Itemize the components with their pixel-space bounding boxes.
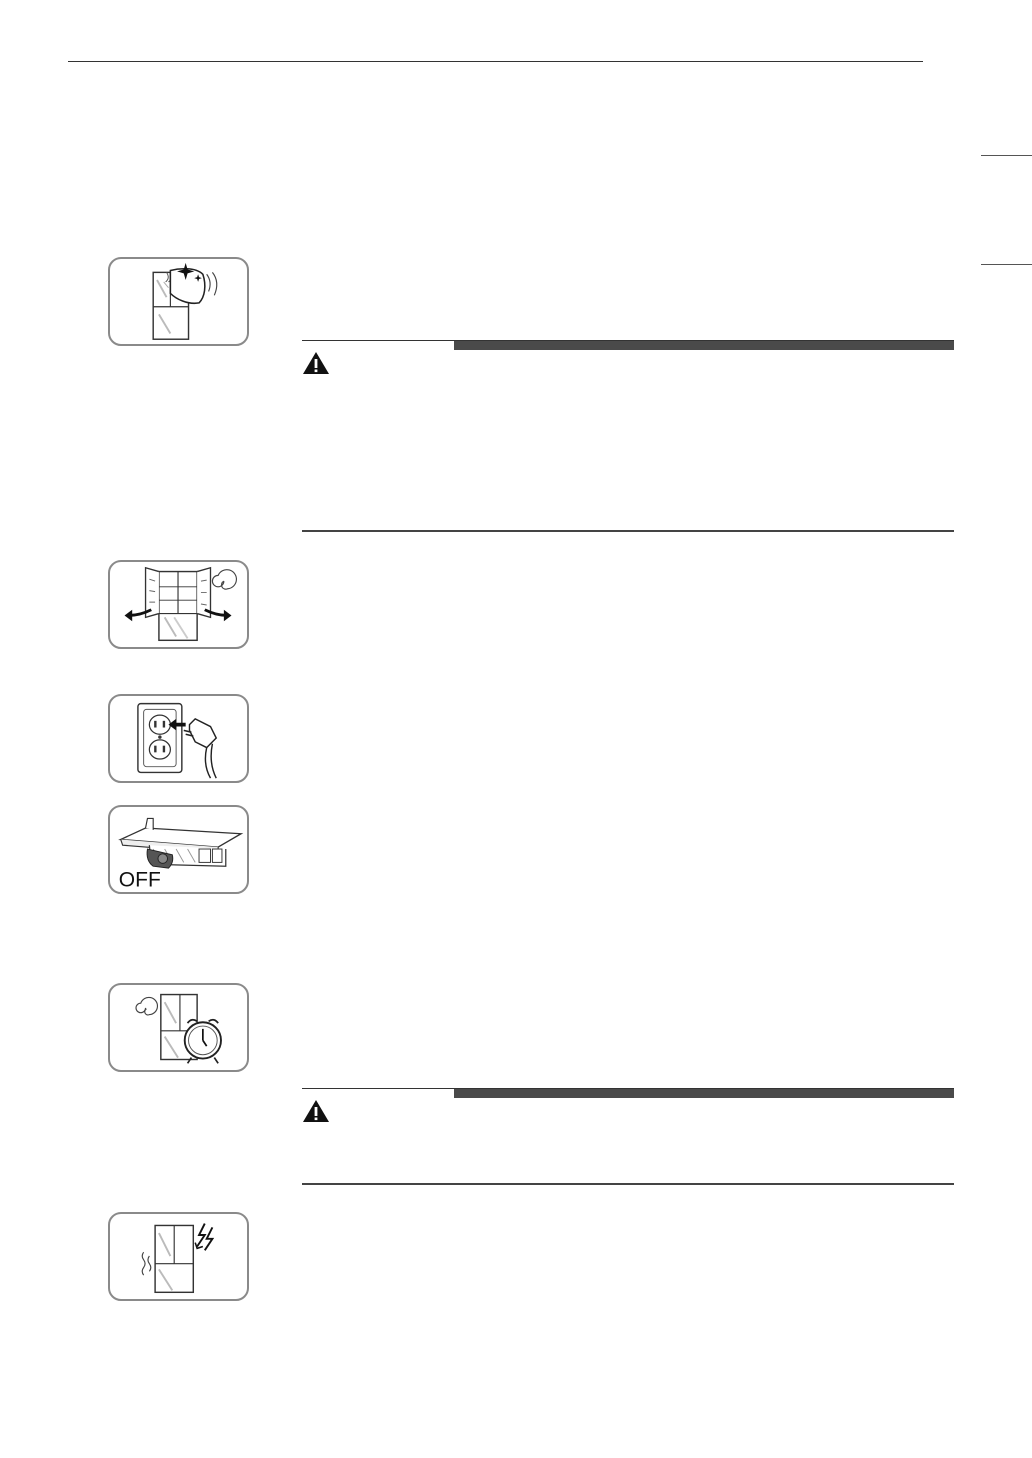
warning-header-bar-2 (454, 1089, 954, 1098)
ice-maker-off-label: OFF (118, 868, 161, 892)
warning-footer-rule-2 (302, 1183, 954, 1185)
header-rule (68, 61, 923, 62)
side-tab-bottom-marker (981, 264, 1032, 265)
side-tab-top-marker (981, 155, 1032, 156)
refrigerator-alarm-clock-icon (108, 983, 249, 1072)
warning-footer-rule (302, 530, 954, 532)
open-doors-airflow-icon (108, 560, 249, 649)
warning-triangle-icon (302, 351, 330, 375)
door-wipe-sparkle-icon (108, 257, 249, 346)
plug-into-outlet-icon (108, 694, 249, 783)
warning-header-bar (454, 341, 954, 350)
ice-maker-off-icon (108, 805, 249, 894)
refrigerator-vibration-noise-icon (108, 1212, 249, 1301)
warning-triangle-icon-2 (302, 1099, 330, 1123)
